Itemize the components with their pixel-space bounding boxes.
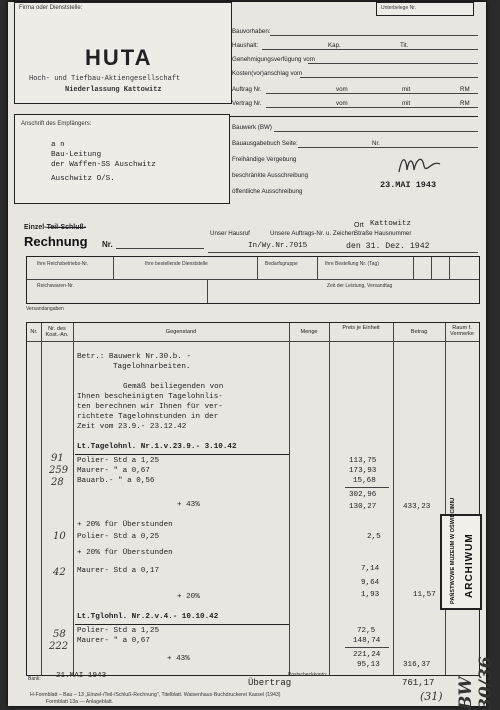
archive-line2: ARCHIWUM [464, 533, 475, 598]
hand-number-5: 58 [53, 629, 66, 640]
body-line-3: Ihnen bescheinigten Tagelohnlis- [77, 393, 223, 401]
dienststelle-label: Ihre bestellende Dienststelle [145, 261, 208, 267]
company-stamp-name: HUTA [85, 45, 153, 70]
body-line-6: Zeit vom 23.9.- 23.12.42 [77, 423, 187, 431]
body-line-14: + 20% für Überstunden [77, 549, 173, 557]
body-line-12: + 20% für Überstunden [77, 521, 173, 529]
recipient-box [14, 114, 230, 204]
firm-label: Firma oder Dienststelle: [19, 5, 83, 11]
body-line-5: richtete Tagelohnstunden in der [77, 413, 219, 421]
ort-label: Ort [354, 222, 364, 229]
bauausgabebuch-field: Bauausgabebuch Seite: [232, 140, 298, 147]
preis-6: 7,14 [361, 565, 380, 573]
postscheckkonto-label: Postscheckkonto: [288, 672, 328, 678]
bauausgabebuch-nr: Nr. [372, 140, 380, 147]
auftrag-vom: vom [336, 86, 348, 93]
footer-line2: Formblatt 13a — Anlageblatt. [46, 699, 114, 705]
col-preis: Preis je Einheit [342, 325, 380, 331]
preis-0: 113,75 [349, 457, 377, 465]
body-line-16: + 20% [177, 593, 200, 601]
invoice-date: den 31. Dez. 1942 [346, 242, 430, 251]
einzel-text: Einzel- [24, 224, 47, 231]
unser-hausruf: Unser Hausruf [210, 230, 250, 237]
recipient-line3: der Waffen-SS Auschwitz [51, 161, 156, 169]
body-line-13: Polier- Std a 0,25 [77, 533, 160, 541]
tit-field: Tit. [400, 42, 409, 49]
ort-value: Kattowitz [370, 220, 412, 228]
auftrag-rm: RM [460, 86, 470, 93]
archive-stamp [440, 497, 482, 610]
teil-text: Teil- [46, 224, 61, 231]
body-line-4: ten berechnen wir Ihnen für ver- [77, 403, 223, 411]
preis-1: 173,93 [349, 467, 377, 475]
preis-9: 72,5 [357, 627, 376, 635]
col-kost: Nr. des Kost.-An. [45, 326, 69, 338]
preis-11: 221,24 [353, 651, 381, 659]
footer-line1: H-Formblatt – Bau – 13 „Einzel-/Teil-/Schluß-Rechnung", Titelblatt. Waisenhaus-Buchdruckerei Kassel (1943) [30, 692, 281, 698]
schluss-text: Schluß- [60, 224, 87, 231]
reichswaren-label: Reichswaren-Nr. [37, 283, 74, 289]
beschraenkte-field: beschränkte Ausschreibung [232, 172, 309, 179]
genehmigung-field: Genehmigungsverfügung vom [232, 56, 315, 63]
hand-number-0: 91 [51, 453, 64, 464]
hand-number-6: 222 [49, 641, 69, 652]
preis-3: 302,96 [349, 491, 377, 499]
body-line-15: Maurer- Std a 0,17 [77, 567, 160, 575]
auftrag-mit: mit [402, 86, 411, 93]
body-line-7: Lt.Tagelohnl. Nr.1.v.23.9.- 3.10.42 [77, 443, 237, 451]
auftrag-field: Auftrag Nr. [232, 86, 262, 93]
archive-line1: PAŃSTWOWE MUZEUM W OŚWIĘCIMIU [450, 497, 456, 604]
body-line-17: Lt.Tglohnl. Nr.2.v.4.- 10.10.42 [77, 613, 219, 621]
bank-label: Bank: [28, 676, 41, 682]
company-stamp-line2: Niederlassung Kattowitz [65, 86, 162, 94]
body-line-0: Betr.: Bauwerk Nr.30.b. - [77, 353, 191, 361]
rechnung-title: Rechnung [24, 234, 88, 249]
kap-field: Kap. [328, 42, 341, 49]
preis-4: 130,27 [349, 503, 377, 511]
hand-number-4: 42 [53, 567, 66, 578]
company-stamp-line1: Hoch- und Tiefbau-Aktiengesellschaft [29, 75, 181, 83]
unterbelege-label: Unterbelege Nr. [381, 5, 417, 11]
einzel-label [24, 224, 86, 231]
body-line-20: + 43% [167, 655, 190, 663]
rechnung-nr-label: Nr. [102, 240, 113, 249]
body-line-19: Maurer- " a 0,67 [77, 637, 150, 645]
col-betrag: Betrag [410, 329, 428, 335]
col-raum: Raum f. Vermerke [450, 325, 474, 337]
body-line-11: + 43% [177, 501, 200, 509]
bottom-date-stamp: 21.MAI 1943 [56, 672, 107, 680]
hand-number-2: 28 [51, 477, 64, 488]
received-date-stamp: 23.MAI 1943 [380, 180, 437, 190]
haushalt-field: Haushalt: [232, 42, 259, 49]
hand-number-1: 259 [49, 465, 69, 476]
bedarfsgruppe-label: Bedarfsgruppe [265, 261, 298, 267]
preis-12: 95,13 [357, 661, 380, 669]
bauwerk-field: Bauwerk (BW) [232, 124, 272, 131]
bestellung-label: Ihre Bestellung Nr. (Tag) [325, 261, 379, 267]
betrag-1: 11,57 [413, 591, 436, 599]
strasse-label: Straße Hausnummer [354, 230, 412, 237]
oeffentliche-field: öffentliche Ausschreibung [232, 188, 303, 195]
zeit-label: Zeit der Leistung, Versandtag [327, 283, 393, 289]
col-nr: Nr. [30, 329, 38, 335]
preis-5: 2,5 [367, 533, 381, 541]
unterbelege-box [376, 2, 474, 16]
info-grid [26, 256, 480, 304]
invoice-document [8, 2, 496, 710]
recipient-line1: a n [51, 141, 65, 149]
margin-note: BW 30/36 [456, 656, 496, 710]
signature-scribble [396, 152, 444, 178]
versand-label: Versandangaben [26, 306, 64, 312]
preis-7: 9,64 [361, 579, 380, 587]
unsere-zeichen: Unsere Auftrags-Nr. u. Zeichen [270, 230, 355, 237]
auftrags-zeichen-value: In/Wy.Nr.7015 [248, 242, 308, 250]
preis-10: 148,74 [353, 637, 381, 645]
hand-number-3: 10 [53, 531, 66, 542]
vertrag-mit: mit [402, 100, 411, 107]
firm-box [14, 2, 232, 104]
vertrag-rm: RM [460, 100, 470, 107]
body-line-10: Bauarb.- " a 0,56 [77, 477, 155, 485]
recipient-label: Anschrift des Empfängers: [21, 121, 92, 127]
preis-8: 1,93 [361, 591, 380, 599]
items-table [26, 322, 480, 676]
bauvorhaben-field: Bauvorhaben: [232, 28, 271, 35]
recipient-line2: Bau-Leitung [51, 151, 102, 159]
recipient-line4: Auschwitz O/S. [51, 175, 115, 183]
col-gegenstand: Gegenstand [165, 329, 197, 335]
page-mark: (31) [420, 690, 443, 703]
body-line-9: Maurer- " a 0,67 [77, 467, 150, 475]
kosten-field: Kosten(vor)anschlag vom [232, 70, 303, 77]
body-line-18: Polier- Std a 1,25 [77, 627, 160, 635]
body-line-2: Gemäß beiliegenden von [123, 383, 224, 391]
uebertrag-value: 761,17 [402, 678, 435, 688]
freihaendige-field: Freihändige Vergebung [232, 156, 297, 163]
col-menge: Menge [300, 329, 318, 335]
betrag-2: 316,37 [403, 661, 431, 669]
uebertrag-label: Übertrag [248, 678, 292, 688]
betrag-0: 433,23 [403, 503, 431, 511]
reichsbetrieb-label: Ihre Reichsbetriebs-Nr. [37, 261, 89, 267]
body-line-1: Tagelohnarbeiten. [113, 363, 191, 371]
body-line-8: Polier- Std a 1,25 [77, 457, 160, 465]
vertrag-field: Vertrag Nr. [232, 100, 262, 107]
preis-2: 15,68 [353, 477, 376, 485]
vertrag-vom: vom [336, 100, 348, 107]
